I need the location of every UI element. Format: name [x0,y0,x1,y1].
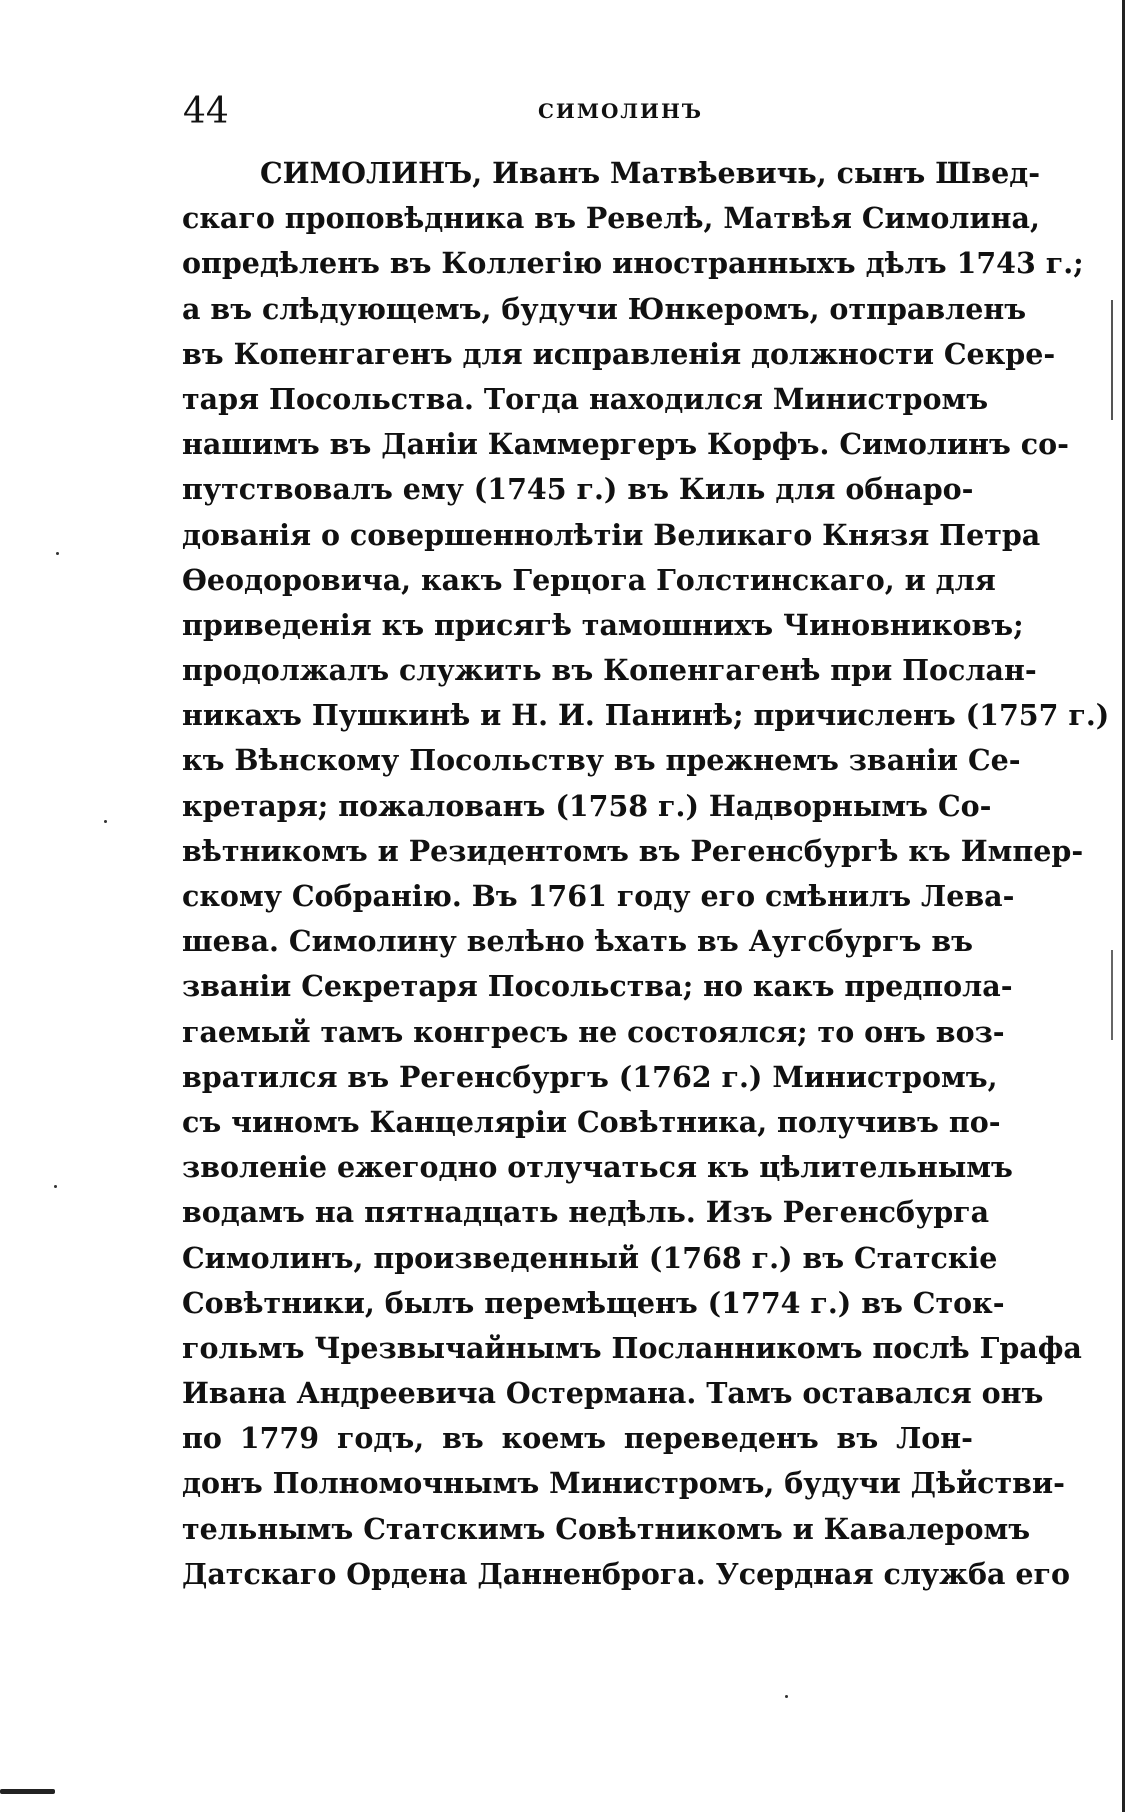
text-line: таря Посольства. Тогда находился Министромъ [182,381,989,416]
text-line: гаемый тамъ конгресъ не состоялся; то онъ воз- [182,1014,1005,1049]
text-line: опредѣленъ въ Коллегію иностранныхъ дѣлъ 1743 г.; [182,246,1084,281]
scan-edge-line [1122,0,1125,1812]
text-line: кретаря; пожалованъ (1758 г.) Надворнымъ Со- [182,788,992,823]
scan-edge-mark [1111,300,1113,420]
text-line: СИМОЛИНЪ, Иванъ Матвѣевичь, сынъ Швед- [260,156,1041,190]
text-line: приведенія къ присягѣ тамошнихъ Чиновниковъ; [182,607,1024,642]
text-line: тельнымъ Статскимъ Совѣтникомъ и Кавалеромъ [182,1511,1031,1546]
page-number: 44 [183,91,229,132]
text-line: Ивана Андреевича Остермана. Тамъ оставался онъ [182,1376,1044,1411]
text-line: съ чиномъ Канцеляріи Совѣтника, получивъ по- [182,1104,1001,1139]
text-line: зволеніе ежегодно отлучаться къ цѣлительнымъ [182,1150,1013,1185]
text-line: въ Копенгагенъ для исправленія должности Секре- [182,336,1056,371]
text-line: а въ слѣдующемъ, будучи Юнкеромъ, отправленъ [182,291,1027,326]
scan-smudge [0,1789,55,1794]
text-line: званіи Секретаря Посольства; но какъ предпола- [182,969,1013,1004]
text-line: вѣтникомъ и Резидентомъ въ Регенсбургѣ къ Импер- [182,833,1084,868]
scan-speck [54,1185,57,1188]
article-text [182,151,1110,1597]
text-line: путствовалъ ему (1745 г.) въ Киль для обнаро- [182,472,974,507]
text-line: дованія о совершеннолѣтіи Великаго Князя Петра [182,517,1041,552]
text-line: никахъ Пушкинѣ и Н. И. Панинѣ; причисленъ (1757 г.) [182,698,1110,733]
scan-speck [785,1695,788,1698]
running-head [183,92,973,132]
text-line: водамъ на пятнадцать недѣль. Изъ Регенсбурга [182,1195,990,1230]
text-line: къ Вѣнскому Посольству въ прежнемъ званіи Се- [182,743,1021,778]
text-line: скому Собранію. Въ 1761 году его смѣнилъ Лева- [182,879,1015,913]
text-line: продолжалъ служить въ Копенгагенѣ при Послан- [182,653,1037,688]
text-line: Датскаго Ордена Данненброга. Усердная служба его [182,1556,1070,1591]
scan-edge-mark [1111,950,1113,1040]
text-line: гольмъ Чрезвычайнымъ Посланникомъ послѣ Графа [182,1330,1082,1365]
text-line: нашимъ въ Даніи Каммергеръ Корфъ. Симолинъ со- [182,427,1069,462]
text-line: Совѣтники, былъ перемѣщенъ (1774 г.) въ Сток- [182,1285,1005,1320]
text-line: Симолинъ, произведенный (1768 г.) въ Статскіе [182,1240,998,1275]
scan-speck [104,820,107,823]
text-line: шева. Симолину велѣно ѣхать въ Аугсбургъ въ [182,924,973,959]
text-line: Ѳеодоровича, какъ Герцога Голстинскаго, и для [182,562,996,597]
text-line: вратился въ Регенсбургъ (1762 г.) Министромъ, [182,1059,998,1094]
running-title: СИМОЛИНЪ [538,99,703,123]
scan-speck [56,552,59,555]
text-line: донъ Полномочнымъ Министромъ, будучи Дѣйстви- [182,1466,1065,1501]
text-line: по 1779 годъ, въ коемъ переведенъ въ Лон- [182,1421,973,1456]
text-line: скаго проповѣдника въ Ревелѣ, Матвѣя Симолина, [182,201,1040,236]
